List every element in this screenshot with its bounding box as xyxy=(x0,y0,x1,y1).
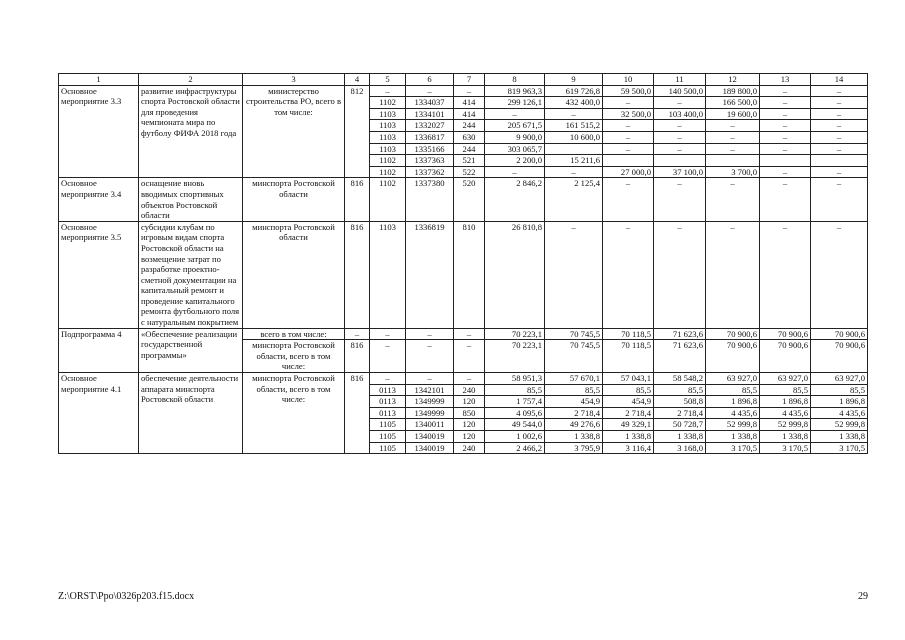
table-cell: – xyxy=(654,143,706,155)
table-cell: 70 900,6 xyxy=(706,340,760,373)
header-cell: 4 xyxy=(345,74,370,86)
table-cell: 57 670,1 xyxy=(545,373,603,385)
table-cell: – xyxy=(706,131,760,143)
table-cell: – xyxy=(603,221,654,328)
table-cell: – xyxy=(406,373,454,385)
table-cell: 240 xyxy=(454,384,485,396)
table-cell: – xyxy=(485,166,545,178)
table-cell: 70 900,6 xyxy=(811,340,868,373)
table-cell: – xyxy=(406,328,454,340)
header-cell: 10 xyxy=(603,74,654,86)
table-cell: 3 170,5 xyxy=(706,442,760,454)
table-cell: 1336817 xyxy=(406,131,454,143)
table-cell: 1105 xyxy=(370,431,406,443)
table-cell: обеспечение деятельности аппарата минспорта Ростовской области xyxy=(139,373,243,454)
header-cell: 13 xyxy=(760,74,811,86)
table-cell: 63 927,0 xyxy=(811,373,868,385)
table-cell: минспорта Ростовской области, всего в том числе: xyxy=(243,373,345,454)
table-cell: 1 338,8 xyxy=(603,431,654,443)
table-cell: 85,5 xyxy=(706,384,760,396)
table-cell: – xyxy=(485,108,545,120)
table-cell: 1 896,8 xyxy=(706,396,760,408)
table-cell: 52 999,8 xyxy=(706,419,760,431)
table-cell: 2 846,2 xyxy=(485,178,545,221)
table-cell: 454,9 xyxy=(545,396,603,408)
table-cell: 3 795,9 xyxy=(545,442,603,454)
table-cell: 816 xyxy=(345,340,370,373)
table-cell xyxy=(760,155,811,167)
table-cell: 3 116,4 xyxy=(603,442,654,454)
table-cell: 103 400,0 xyxy=(654,108,706,120)
table-cell: – xyxy=(454,85,485,97)
table-cell: 1 338,8 xyxy=(760,431,811,443)
table-cell: 630 xyxy=(454,131,485,143)
table-cell: 26 810,8 xyxy=(485,221,545,328)
table-cell: 70 118,5 xyxy=(603,340,654,373)
table-cell: 1103 xyxy=(370,143,406,155)
table-cell: – xyxy=(760,85,811,97)
table-cell: – xyxy=(370,328,406,340)
table-cell: 2 718,4 xyxy=(654,407,706,419)
table-cell: 1337363 xyxy=(406,155,454,167)
table-cell: 63 927,0 xyxy=(706,373,760,385)
table-cell: – xyxy=(760,221,811,328)
table-row xyxy=(59,85,868,97)
table-cell: – xyxy=(706,178,760,221)
table-cell: – xyxy=(603,178,654,221)
table-cell: 244 xyxy=(454,143,485,155)
table-cell: 619 726,8 xyxy=(545,85,603,97)
table-cell: 1102 xyxy=(370,166,406,178)
table-cell: – xyxy=(545,221,603,328)
table-cell: 1 896,8 xyxy=(760,396,811,408)
table-cell: 1349999 xyxy=(406,396,454,408)
table-row xyxy=(59,221,868,328)
table-cell: 521 xyxy=(454,155,485,167)
table-cell: 85,5 xyxy=(603,384,654,396)
table-cell: субсидии клубам по игровым видам спорта Ростовской области на возмещение затрат по разработке проектно-сметной документации на капитальный ремонт и проведение капитального ремонта футбольного поля с натуральным покрытием xyxy=(139,221,243,328)
table-cell: 1349999 xyxy=(406,407,454,419)
table-cell: 1103 xyxy=(370,108,406,120)
table-cell: 1 338,8 xyxy=(811,431,868,443)
table-cell: – xyxy=(454,373,485,385)
table-cell: 70 745,5 xyxy=(545,340,603,373)
table-cell: 4 095,6 xyxy=(485,407,545,419)
table-cell: 1 338,8 xyxy=(545,431,603,443)
table-cell: 1332027 xyxy=(406,120,454,132)
header-cell: 8 xyxy=(485,74,545,86)
table-cell: – xyxy=(545,108,603,120)
header-cell: 3 xyxy=(243,74,345,86)
table-cell: 50 728,7 xyxy=(654,419,706,431)
table-cell: «Обеспечение реализации государственной программы» xyxy=(139,328,243,372)
table-cell: 1334101 xyxy=(406,108,454,120)
table-cell: – xyxy=(545,166,603,178)
table-row xyxy=(59,373,868,385)
header-cell: 2 xyxy=(139,74,243,86)
table-cell: 70 900,6 xyxy=(760,340,811,373)
table-cell: 49 544,0 xyxy=(485,419,545,431)
table-cell: 2 125,4 xyxy=(545,178,603,221)
table-cell: 71 623,6 xyxy=(654,340,706,373)
table-cell: – xyxy=(454,328,485,340)
header-row xyxy=(59,74,868,86)
table-cell: 303 065,7 xyxy=(485,143,545,155)
table-cell: 52 999,8 xyxy=(760,419,811,431)
table-cell: 205 671,5 xyxy=(485,120,545,132)
table-cell: 120 xyxy=(454,396,485,408)
table-cell: 85,5 xyxy=(545,384,603,396)
table-cell: 10 600,0 xyxy=(545,131,603,143)
table-cell: 3 700,0 xyxy=(706,166,760,178)
table-cell: 85,5 xyxy=(760,384,811,396)
table-cell: – xyxy=(454,340,485,373)
table-cell: – xyxy=(603,143,654,155)
header-cell: 7 xyxy=(454,74,485,86)
table-cell: 140 500,0 xyxy=(654,85,706,97)
header-cell: 1 xyxy=(59,74,139,86)
table-cell: 0113 xyxy=(370,407,406,419)
table-cell: 1 896,8 xyxy=(811,396,868,408)
header-cell: 11 xyxy=(654,74,706,86)
table-cell: – xyxy=(760,120,811,132)
table-cell xyxy=(706,155,760,167)
table-cell: 414 xyxy=(454,108,485,120)
table-cell: – xyxy=(706,143,760,155)
table-cell: 49 276,6 xyxy=(545,419,603,431)
table-cell: – xyxy=(811,166,868,178)
table-cell: 49 329,1 xyxy=(603,419,654,431)
table-cell: 2 718,4 xyxy=(545,407,603,419)
table-cell: 161 515,2 xyxy=(545,120,603,132)
table-cell: – xyxy=(370,340,406,373)
table-cell: 810 xyxy=(454,221,485,328)
table-cell: 850 xyxy=(454,407,485,419)
table-cell: 1 338,8 xyxy=(706,431,760,443)
table-cell: 1105 xyxy=(370,419,406,431)
table-cell: 70 900,6 xyxy=(706,328,760,340)
table-cell: 85,5 xyxy=(485,384,545,396)
table-cell: 85,5 xyxy=(654,384,706,396)
table-cell: 1 002,6 xyxy=(485,431,545,443)
table-cell: – xyxy=(654,131,706,143)
table-cell: – xyxy=(603,97,654,109)
table-cell: 9 900,0 xyxy=(485,131,545,143)
table-cell: Основное мероприятие 3.5 xyxy=(59,221,139,328)
table-cell: – xyxy=(654,178,706,221)
table-cell: 58 548,2 xyxy=(654,373,706,385)
table-cell: минспорта Ростовской области xyxy=(243,178,345,221)
header-cell: 9 xyxy=(545,74,603,86)
table-cell: – xyxy=(706,120,760,132)
table-cell: Подпрограмма 4 xyxy=(59,328,139,372)
table-cell: 1103 xyxy=(370,221,406,328)
table-cell: – xyxy=(811,131,868,143)
table-cell: – xyxy=(811,178,868,221)
table-cell: Основное мероприятие 3.4 xyxy=(59,178,139,221)
table-cell: – xyxy=(406,85,454,97)
table-cell: 1105 xyxy=(370,442,406,454)
table-cell: 1 338,8 xyxy=(654,431,706,443)
table-cell: – xyxy=(654,221,706,328)
table-cell xyxy=(654,155,706,167)
table-cell: 816 xyxy=(345,178,370,221)
budget-table xyxy=(58,73,868,454)
table-cell: развитие инфраструктуры спорта Ростовской области для проведения чемпионата мира по футболу ФИФА 2018 года xyxy=(139,85,243,178)
table-cell: 1102 xyxy=(370,155,406,167)
table-cell: минспорта Ростовской области xyxy=(243,221,345,328)
table-cell: 414 xyxy=(454,97,485,109)
table-cell: 4 435,6 xyxy=(760,407,811,419)
table-cell: 2 200,0 xyxy=(485,155,545,167)
header-cell: 6 xyxy=(406,74,454,86)
table-cell: – xyxy=(760,131,811,143)
table-cell: 189 800,0 xyxy=(706,85,760,97)
table-cell: 1102 xyxy=(370,178,406,221)
table-cell: 3 170,5 xyxy=(811,442,868,454)
table-cell: – xyxy=(706,221,760,328)
table-cell: Основное мероприятие 4.1 xyxy=(59,373,139,454)
table-cell: 1340011 xyxy=(406,419,454,431)
table-cell: 70 745,5 xyxy=(545,328,603,340)
table-cell: 1334037 xyxy=(406,97,454,109)
table-cell: – xyxy=(811,108,868,120)
table-cell: 3 170,5 xyxy=(760,442,811,454)
table-cell: 37 100,0 xyxy=(654,166,706,178)
table-cell: – xyxy=(811,221,868,328)
table-row xyxy=(59,328,868,340)
table-cell: – xyxy=(760,97,811,109)
table-cell: 816 xyxy=(345,221,370,328)
table-cell: Основное мероприятие 3.3 xyxy=(59,85,139,178)
table-cell: – xyxy=(760,143,811,155)
table-cell: – xyxy=(345,328,370,340)
table-cell: 522 xyxy=(454,166,485,178)
table-cell: 4 435,6 xyxy=(811,407,868,419)
table-cell: 1337362 xyxy=(406,166,454,178)
header-cell: 14 xyxy=(811,74,868,86)
table-cell: минспорта Ростовской области, всего в том числе: xyxy=(243,340,345,373)
table-cell: 454,9 xyxy=(603,396,654,408)
table-cell: 70 223,1 xyxy=(485,328,545,340)
table-cell: 244 xyxy=(454,120,485,132)
table-cell: – xyxy=(811,120,868,132)
table-cell: 85,5 xyxy=(811,384,868,396)
table-cell: – xyxy=(811,97,868,109)
table-cell: 0113 xyxy=(370,384,406,396)
page-number: 29 xyxy=(858,591,868,602)
table-cell: 166 500,0 xyxy=(706,97,760,109)
header-cell: 12 xyxy=(706,74,760,86)
table-cell: министерство строительства РО, всего в том числе: xyxy=(243,85,345,178)
table-cell xyxy=(811,155,868,167)
table-cell: 70 118,5 xyxy=(603,328,654,340)
table-cell: 59 500,0 xyxy=(603,85,654,97)
table-cell: 2 466,2 xyxy=(485,442,545,454)
table-cell: 2 718,4 xyxy=(603,407,654,419)
table-cell: 1340019 xyxy=(406,431,454,443)
table-cell: 58 951,3 xyxy=(485,373,545,385)
table-body xyxy=(59,74,868,454)
table-cell: 819 963,3 xyxy=(485,85,545,97)
table-cell: 120 xyxy=(454,419,485,431)
table-cell: 70 900,6 xyxy=(760,328,811,340)
table-cell: 299 126,1 xyxy=(485,97,545,109)
table-cell: 1337380 xyxy=(406,178,454,221)
table-cell: оснащение вновь вводимых спортивных объектов Ростовской области xyxy=(139,178,243,221)
table-cell: 1 757,4 xyxy=(485,396,545,408)
table-cell: 816 xyxy=(345,373,370,454)
table-cell: 1340019 xyxy=(406,442,454,454)
document-path: Z:\ORST\Ppo\0326p203.f15.docx xyxy=(58,591,195,602)
table-cell: 1103 xyxy=(370,120,406,132)
table-cell: – xyxy=(654,120,706,132)
table-cell: 1102 xyxy=(370,97,406,109)
table-cell: 57 043,1 xyxy=(603,373,654,385)
table-cell: – xyxy=(811,143,868,155)
table-cell: 3 168,0 xyxy=(654,442,706,454)
table-cell: 520 xyxy=(454,178,485,221)
table-cell: – xyxy=(811,85,868,97)
table-cell: 120 xyxy=(454,431,485,443)
table-cell: 63 927,0 xyxy=(760,373,811,385)
table-cell xyxy=(603,155,654,167)
table-cell: 1336819 xyxy=(406,221,454,328)
table-cell: – xyxy=(654,97,706,109)
table-cell: 1335166 xyxy=(406,143,454,155)
table-cell: 19 600,0 xyxy=(706,108,760,120)
table-cell: 812 xyxy=(345,85,370,178)
table-cell: – xyxy=(760,178,811,221)
table-cell: 4 435,6 xyxy=(706,407,760,419)
table-cell: – xyxy=(370,373,406,385)
table-cell xyxy=(545,143,603,155)
table-cell: 432 400,0 xyxy=(545,97,603,109)
table-row xyxy=(59,178,868,221)
table-cell: 70 900,6 xyxy=(811,328,868,340)
table-cell: 71 623,6 xyxy=(654,328,706,340)
table-cell: 1342101 xyxy=(406,384,454,396)
table-cell: 70 223,1 xyxy=(485,340,545,373)
table-cell: 32 500,0 xyxy=(603,108,654,120)
table-cell: 1103 xyxy=(370,131,406,143)
table-cell: 27 000,0 xyxy=(603,166,654,178)
table-cell: 240 xyxy=(454,442,485,454)
table-cell: 15 211,6 xyxy=(545,155,603,167)
table-cell: – xyxy=(603,131,654,143)
table-cell: – xyxy=(603,120,654,132)
table-cell: – xyxy=(760,166,811,178)
table-cell: 508,8 xyxy=(654,396,706,408)
table-cell: всего в том числе: xyxy=(243,328,345,340)
table-cell: – xyxy=(370,85,406,97)
table-cell: 52 999,8 xyxy=(811,419,868,431)
table-cell: – xyxy=(406,340,454,373)
table-cell: 0113 xyxy=(370,396,406,408)
header-cell: 5 xyxy=(370,74,406,86)
table-cell: – xyxy=(760,108,811,120)
